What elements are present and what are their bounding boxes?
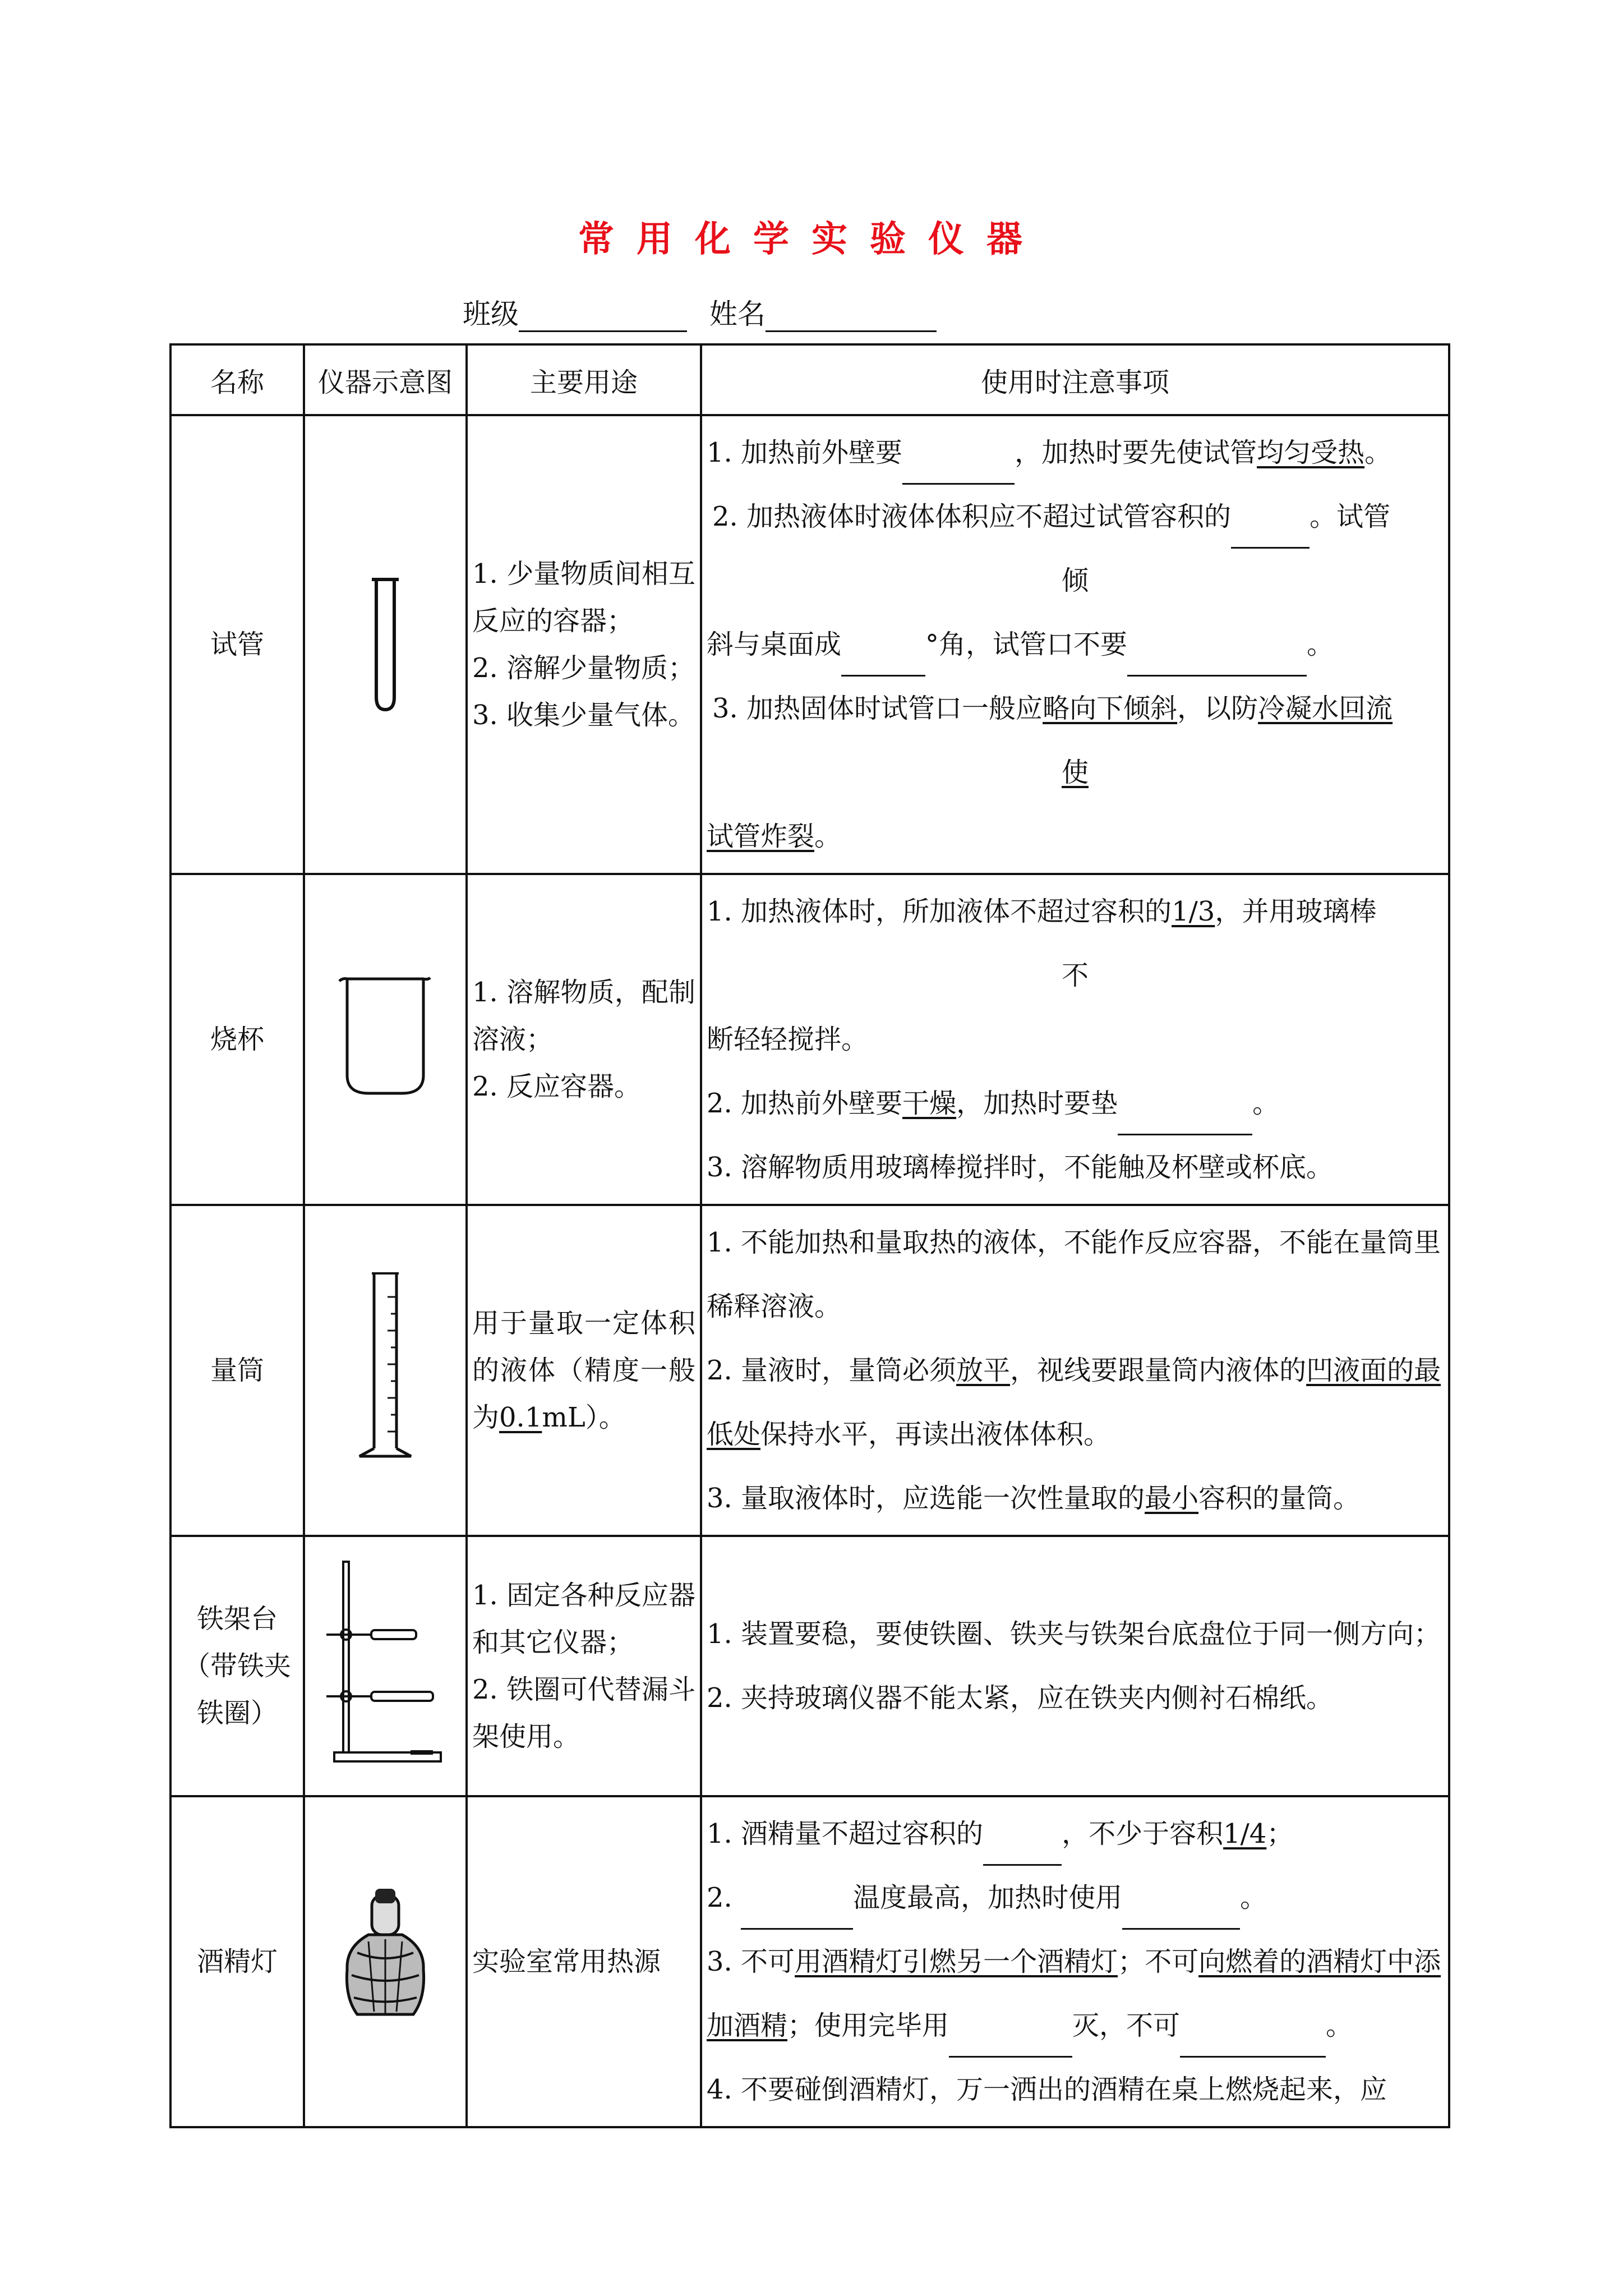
blank[interactable]: [1118, 1106, 1252, 1135]
stand-use: 1. 固定各种反应器和其它仪器； 2. 铁圈可代替漏斗架使用。: [467, 1536, 701, 1796]
lamp-note-1: 1. 酒精量不超过容积的 ，不少于容积1/4；: [707, 1802, 1444, 1866]
beaker-name: 烧杯: [170, 874, 304, 1205]
lamp-use: 实验室常用热源: [467, 1796, 701, 2127]
test-tube-note-2-cont: 斜与桌面成 °角，试管口不要 。: [707, 613, 1444, 677]
measuring-cylinder-icon: [352, 1269, 419, 1465]
test-tube-name: 试管: [170, 415, 304, 874]
cylinder-diagram: [304, 1205, 467, 1536]
blank[interactable]: [1231, 519, 1310, 549]
blank[interactable]: [1180, 2028, 1326, 2058]
row-cylinder: [170, 1205, 1449, 1536]
stand-diagram: [304, 1536, 467, 1796]
test-tube-note-1: 1. 加热前外壁要 ，加热时要先使试管均匀受热。: [707, 421, 1444, 485]
test-tube-note-3: 3. 加热固体时试管口一般应略向下倾斜，以防冷凝水回流: [712, 693, 1393, 724]
beaker-diagram: [304, 874, 467, 1205]
row-iron-stand: [170, 1536, 1449, 1796]
lamp-note-2: 2. 温度最高，加热时使用 。: [707, 1866, 1444, 1930]
cylinder-name: 量筒: [170, 1205, 304, 1536]
blank[interactable]: [949, 2028, 1072, 2058]
blank[interactable]: [983, 1836, 1062, 1866]
beaker-note-2: 2. 加热前外壁要干燥，加热时要垫 。: [707, 1071, 1444, 1135]
name-blank[interactable]: [766, 302, 937, 332]
cylinder-note-2: 2. 量液时，量筒必须放平，视线要跟量筒内液体的凹液面的最低处保持水平，再读出液体体积。: [707, 1355, 1441, 1450]
alcohol-lamp-icon: [335, 1885, 436, 2031]
header-use: 主要用途: [467, 344, 701, 415]
cylinder-notes: [701, 1205, 1449, 1536]
beaker-use: [467, 874, 701, 1205]
test-tube-use-3: 3. 收集少量气体。: [472, 700, 695, 731]
iron-stand-icon: [321, 1556, 450, 1769]
test-tube-icon: [363, 568, 408, 714]
student-info-line: [463, 292, 937, 332]
header-notes: 使用时注意事项: [701, 344, 1449, 415]
row-alcohol-lamp: [170, 1796, 1449, 2127]
cylinder-use: 用于量取一定体积的液体（精度一般为0.1mL）。: [467, 1205, 701, 1536]
beaker-use-2: 2. 反应容器。: [472, 1071, 642, 1102]
test-tube-use-2: 2. 溶解少量物质；: [472, 652, 695, 684]
class-blank[interactable]: [519, 302, 687, 332]
lamp-note-4: 4. 不要碰倒酒精灯，万一洒出的酒精在桌上燃烧起来，应: [707, 2074, 1387, 2105]
test-tube-diagram: [304, 415, 467, 874]
lamp-notes: [701, 1796, 1449, 2127]
beaker-icon: [335, 969, 436, 1103]
blank[interactable]: [902, 455, 1015, 485]
beaker-notes: 1. 加热液体时，所加液体不超过容积的1/3，并用玻璃棒 不 断轻轻搅拌。 2. 加热前外壁要干燥，加热时要垫 。 3. 溶解物质用玻璃棒搅拌时，不能触及杯壁或杯底。: [701, 874, 1449, 1205]
header-diagram: 仪器示意图: [304, 344, 467, 415]
row-beaker: [170, 874, 1449, 1205]
cylinder-note-1: 1. 不能加热和量取热的液体，不能作反应容器，不能在量筒里稀释溶液。: [707, 1227, 1441, 1322]
page-title: 常用化学实验仪器: [578, 219, 1045, 260]
lamp-name: 酒精灯: [170, 1796, 304, 2127]
header-name: 名称: [170, 344, 304, 415]
blank[interactable]: [741, 1900, 853, 1930]
blank[interactable]: [1122, 1900, 1240, 1930]
beaker-note-1: 1. 加热液体时，所加液体不超过容积的1/3，并用玻璃棒: [707, 896, 1377, 927]
blank[interactable]: [1127, 647, 1307, 677]
name-label: 姓名: [709, 298, 766, 330]
lamp-diagram: [304, 1796, 467, 2127]
stand-notes: 1. 装置要稳，要使铁圈、铁夹与铁架台底盘位于同一侧方向； 2. 夹持玻璃仪器不能太紧，应在铁夹内侧衬石棉纸。: [701, 1536, 1449, 1796]
test-tube-use-1: 1. 少量物质间相互反应的容器；: [472, 558, 695, 637]
row-test-tube: [170, 415, 1449, 874]
class-label: 班级: [463, 298, 519, 330]
blank[interactable]: [841, 647, 925, 677]
test-tube-use: [467, 415, 701, 874]
cylinder-note-3: 3. 量取液体时，应选能一次性量取的最小容积的量筒。: [707, 1483, 1361, 1514]
header-row: [170, 344, 1449, 415]
beaker-note-3: 3. 溶解物质用玻璃棒搅拌时，不能触及杯壁或杯底。: [707, 1152, 1334, 1183]
stand-name: 铁架台 （带铁夹 铁圈）: [170, 1536, 304, 1796]
test-tube-notes: 1. 加热前外壁要 ，加热时要先使试管均匀受热。 2. 加热液体时液体体积应不超过试管容积的 。试管 倾 斜与桌面成 °角，试管口不要 。 3. 加热固体时试管口一般应略向下倾斜，以防冷凝水回流 使 试管炸裂。: [701, 415, 1449, 874]
beaker-use-1: 1. 溶解物质，配制溶液；: [472, 977, 695, 1055]
test-tube-note-2: 2. 加热液体时液体体积应不超过试管容积的 。试管: [707, 485, 1444, 549]
instrument-table: [169, 343, 1450, 2128]
lamp-note-3: 3. 不可用酒精灯引燃另一个酒精灯；不可向燃着的酒精灯中添加酒精；使用完毕用 灭，不可 。: [707, 1930, 1444, 2058]
